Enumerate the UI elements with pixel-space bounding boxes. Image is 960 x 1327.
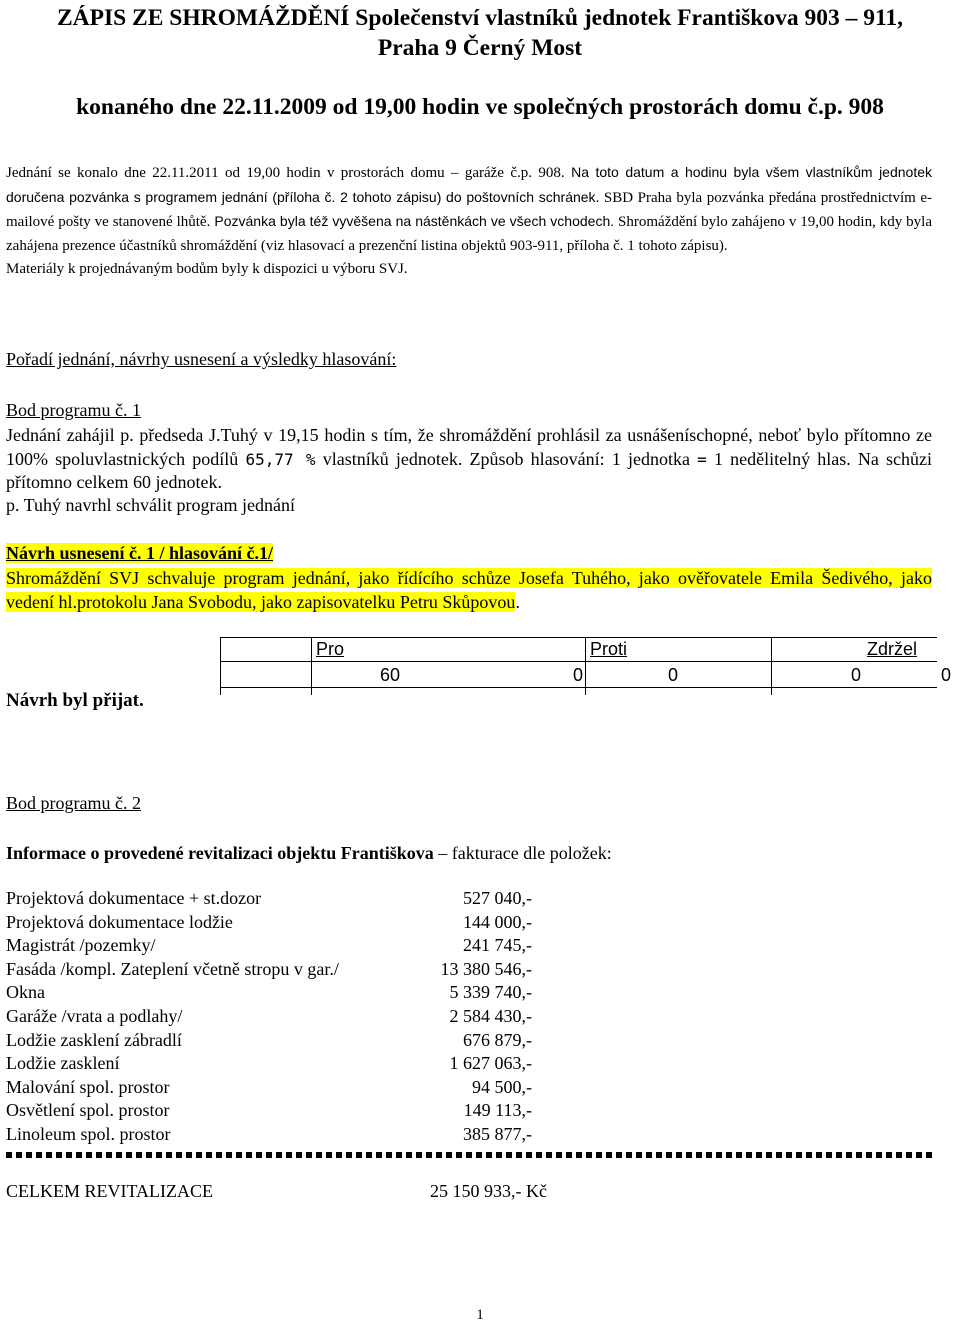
item1-text-b: vlastníků jednotek. Způsob hlasování: 1 jednotka bbox=[322, 448, 690, 469]
vote-table-row-border bbox=[220, 661, 937, 662]
invoice-item-label: Malování spol. prostor bbox=[6, 1076, 170, 1097]
invoice-item-amount: 5 339 740,- bbox=[449, 982, 532, 1003]
invoice-item-amount: 94 500,- bbox=[472, 1076, 532, 1097]
item1-text-a: Jednání zahájil p. předseda J.Tuhý v 19,15 hodin s tím, že shromáždění prohlásil za usnášeníschopné, neboť bylo přítomno ze 100% spoluvlastnických podílů bbox=[6, 425, 932, 469]
intro-text-e: Shromáždění bylo zahájeno v 19,00 hodin, kdy byla zahájena prezence účastníků shromáždění (viz hlasovací a prezenční listina objektů 903-911, příloha č. 1 tohoto zápisu). bbox=[6, 214, 932, 254]
vote-header-pro: Pro bbox=[316, 639, 345, 659]
item1-text bbox=[6, 424, 932, 495]
motion-result: Návrh byl přijat. bbox=[6, 690, 144, 711]
invoice-item-label: Lodžie zasklení zábradlí bbox=[6, 1029, 182, 1050]
invoice-item-label: Projektová dokumentace + st.dozor bbox=[6, 888, 262, 908]
vote-header-zdrzel: Zdržel bbox=[867, 639, 918, 659]
document-title-line1: ZÁPIS ZE SHROMÁŽDĚNÍ Společenství vlastníků jednotek Františkova 903 – 911, bbox=[56, 5, 904, 31]
invoice-item-amount: 2 584 430,- bbox=[449, 1006, 532, 1026]
vote-value: 0 bbox=[668, 665, 679, 685]
document-title-line3: konaného dne 22.11.2009 od 19,00 hodin ve společných prostorách domu č.p. 908 bbox=[76, 94, 884, 120]
agenda-heading: Pořadí jednání, návrhy usnesení a výsledky hlasování: bbox=[6, 349, 397, 369]
invoice-item-amount: 241 745,- bbox=[463, 935, 532, 956]
vote-header-proti: Proti bbox=[590, 639, 628, 659]
item1-heading: Bod programu č. 1 bbox=[6, 400, 141, 420]
item1-equals: = bbox=[697, 449, 707, 469]
invoice-item-amount: 676 879,- bbox=[463, 1029, 532, 1050]
invoice-item-amount: 1 627 063,- bbox=[449, 1053, 532, 1074]
total-label: CELKEM REVITALIZACE bbox=[6, 1181, 214, 1201]
intro-materials: Materiály k projednávaným bodům byly k dispozici u výboru SVJ. bbox=[6, 261, 408, 278]
page-number: 1 bbox=[476, 1307, 484, 1323]
invoice-item-amount: 149 113,- bbox=[463, 1100, 532, 1121]
invoice-item-amount: 144 000,- bbox=[463, 911, 532, 932]
vote-value: 0 bbox=[941, 665, 952, 685]
document-title-line2: Praha 9 Černý Most bbox=[377, 35, 583, 61]
invoice-item-label: Garáže /vrata a podlahy/ bbox=[6, 1006, 183, 1026]
invoice-item-amount: 385 877,- bbox=[463, 1124, 532, 1144]
invoice-item-amount: 13 380 546,- bbox=[440, 958, 532, 979]
item1-text-c: 1 nedělitelný hlas. Na schůzi přítomno celkem 60 jednotek. bbox=[6, 448, 933, 492]
invoice-item-label: Projektová dokumentace lodžie bbox=[6, 911, 233, 932]
item2-subheading: Informace o provedené revitalizaci objektu Františkova – fakturace dle položek: bbox=[6, 843, 612, 863]
invoice-item-amount: 527 040,- bbox=[463, 888, 532, 908]
vote-table-bottom-border bbox=[220, 687, 937, 688]
total-amount: 25 150 933,- Kč bbox=[430, 1181, 547, 1201]
vote-value-pro: 60 bbox=[380, 665, 401, 685]
invoice-item-label: Magistrát /pozemky/ bbox=[6, 935, 156, 956]
dashed-separator bbox=[6, 1152, 932, 1158]
item1-percent: 65,77 % bbox=[245, 449, 316, 469]
vote-table-top-border bbox=[220, 637, 937, 638]
motion-heading: Návrh usnesení č. 1 / hlasování č.1/ bbox=[6, 543, 274, 563]
invoice-item-label: Okna bbox=[6, 982, 45, 1003]
invoice-item-label: Osvětlení spol. prostor bbox=[6, 1100, 170, 1121]
invoice-item-label: Lodžie zasklení bbox=[6, 1053, 120, 1074]
intro-text-d: Pozvánka byla též vyvěšena na nástěnkách ve všech vchodech. bbox=[210, 213, 615, 230]
motion-text: Shromáždění SVJ schvaluje program jednání, jako řídícího schůze Josefa Tuhého, jako ověřovatele Emila Šedivého, jako vedení hl.protokolu Jana Svobodu, jako zapisovatelku Petru Skůpovou. bbox=[6, 568, 932, 612]
vote-value: 0 bbox=[573, 665, 584, 685]
vote-value: 0 bbox=[851, 665, 862, 685]
intro-text-a: Jednání se konalo dne 22.11.2011 od 19,00 hodin v prostorách domu – garáže č.p. 908. bbox=[6, 165, 565, 181]
invoice-item-label: Fasáda /kompl. Zateplení včetně stropu v gar./ bbox=[6, 958, 339, 979]
item1-proposal: p. Tuhý navrhl schválit program jednání bbox=[6, 495, 295, 515]
item2-heading: Bod programu č. 2 bbox=[6, 793, 141, 813]
intro-paragraph bbox=[6, 161, 932, 282]
invoice-item-label: Linoleum spol. prostor bbox=[6, 1124, 171, 1144]
intro-text-c: . SBD Praha byla pozvánka předána prostřednictvím e-mailové pošty ve stanovené lhůtě. bbox=[6, 189, 932, 231]
intro-text-b: Na toto datum a hodinu byla všem vlastníkům jednotek doručena pozvánka s programem jednání (příloha č. 2 tohoto zápisu) do poštovních schránek bbox=[6, 164, 932, 205]
